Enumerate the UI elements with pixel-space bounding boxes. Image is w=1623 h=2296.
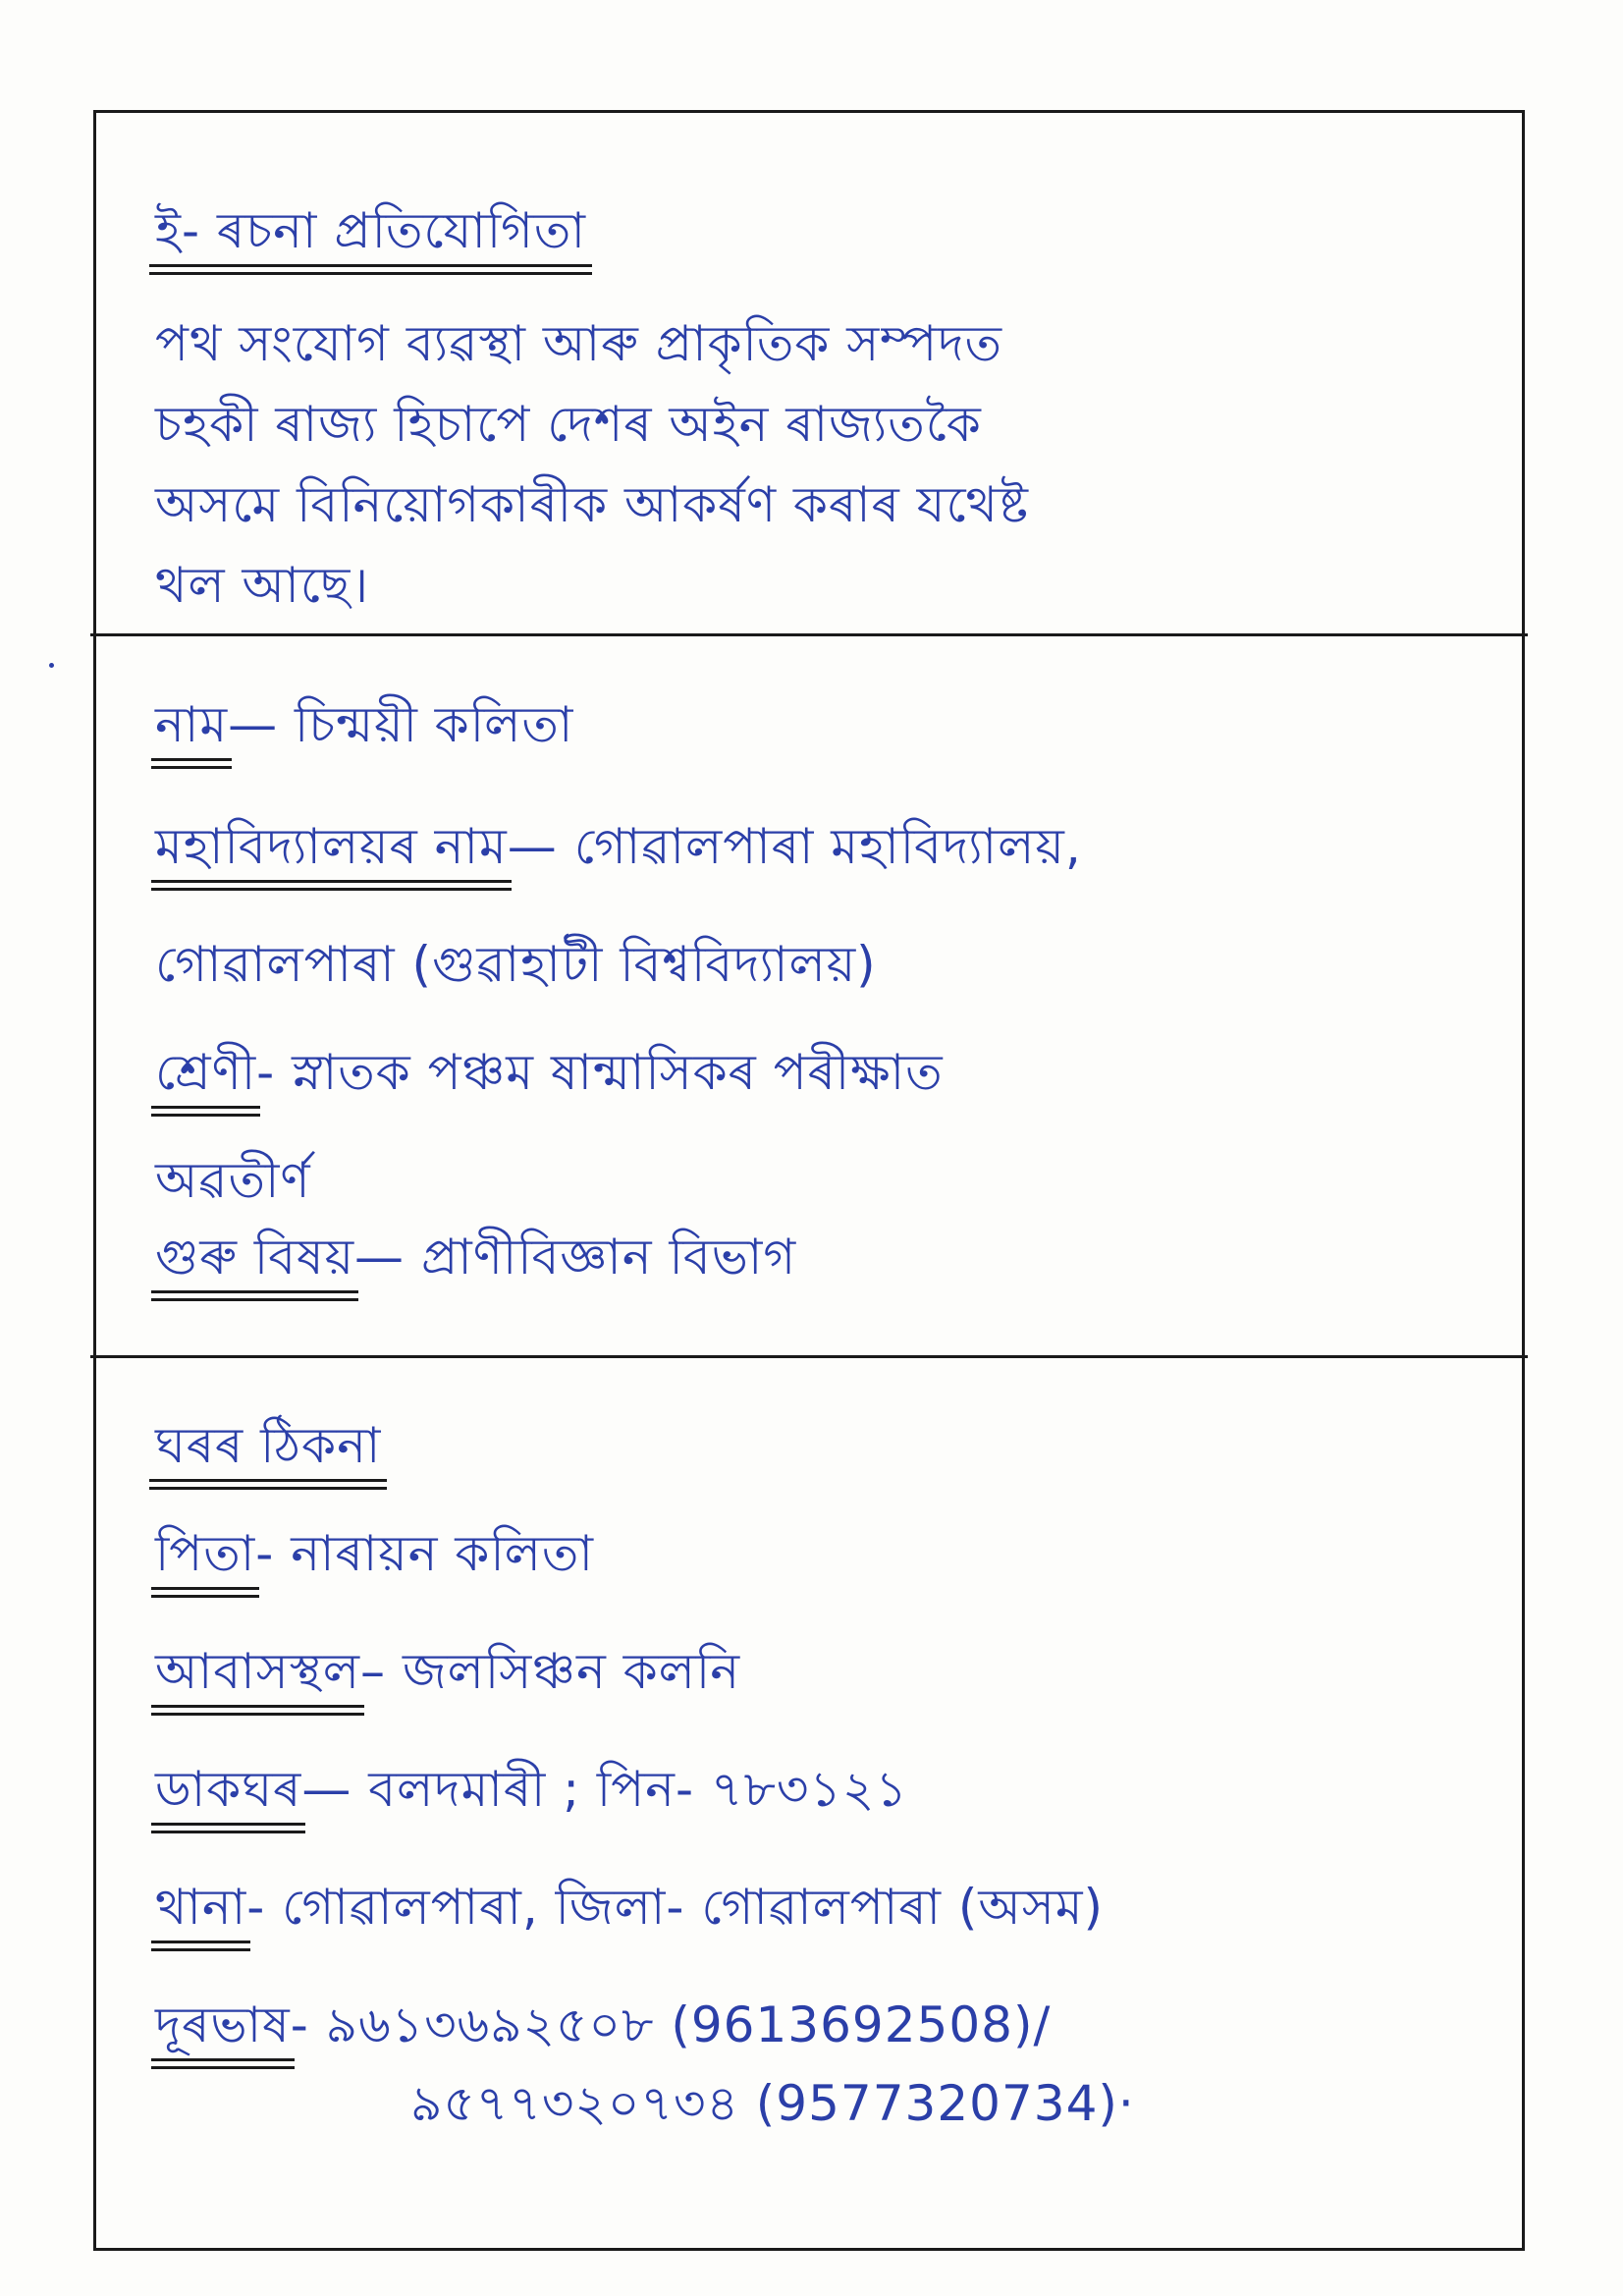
class-label: শ্ৰেণী bbox=[155, 1038, 256, 1107]
competition-title-line bbox=[155, 196, 1483, 265]
college-label: মহাবিদ্যালয়ৰ নাম bbox=[155, 812, 508, 881]
document-frame bbox=[93, 110, 1525, 2251]
section-divider-2 bbox=[90, 1355, 1528, 1358]
subject-line bbox=[155, 1223, 1483, 1291]
student-name-line bbox=[155, 690, 1483, 759]
competition-title: ই- ৰচনা প্ৰতিযোগিতা bbox=[155, 196, 586, 265]
subject-label: গুৰু বিষয় bbox=[155, 1223, 354, 1291]
residence-line bbox=[155, 1637, 1483, 1706]
section-divider-1 bbox=[90, 633, 1528, 636]
residence-value: – জলসিঞ্চন কলনি bbox=[360, 1643, 741, 1700]
college-line bbox=[155, 812, 1483, 881]
college-line-2: গোৱালপাৰা (গুৱাহাটী বিশ্ববিদ্যালয়) bbox=[155, 936, 877, 993]
phone-line-2: ৯৫৭৭৩২০৭৩৪ (9577320734)· bbox=[410, 2075, 1135, 2132]
class-value: - স্নাতক পঞ্চম ষান্মাসিকৰ পৰীক্ষাত bbox=[256, 1044, 944, 1101]
phone-label: দূৰভাষ bbox=[155, 1991, 291, 2059]
competition-text-line-4: থল আছে। bbox=[155, 557, 370, 614]
ink-dot bbox=[49, 663, 54, 668]
address-title-line bbox=[155, 1411, 1483, 1480]
postoffice-label: ডাকঘৰ bbox=[155, 1755, 301, 1824]
address-title: ঘৰৰ ঠিকনা bbox=[155, 1411, 381, 1480]
class-line-2: অৱতীৰ্ণ bbox=[155, 1152, 311, 1209]
competition-text-line-3: অসমে বিনিয়োগকাৰীক আকৰ্ষণ কৰাৰ যথেষ্ট bbox=[155, 476, 1029, 533]
class-line bbox=[155, 1038, 1483, 1107]
father-value: - নাৰায়ন কলিতা bbox=[255, 1525, 594, 1582]
police-value: - গোৱালপাৰা, জিলা- গোৱালপাৰা (অসম) bbox=[246, 1879, 1105, 1936]
postoffice-value: — বলদমাৰী ; পিন- ৭৮৩১২১ bbox=[301, 1761, 908, 1818]
competition-text-line-1: পথ সংযোগ ব্যৱস্থা আৰু প্ৰাকৃতিক সম্পদত bbox=[155, 315, 1003, 372]
subject-value: — প্ৰাণীবিজ্ঞান বিভাগ bbox=[354, 1229, 797, 1285]
police-line bbox=[155, 1873, 1483, 1941]
competition-text-line-2: চহকী ৰাজ্য হিচাপে দেশৰ অইন ৰাজ্যতকৈ bbox=[155, 396, 982, 453]
phone-line bbox=[155, 1991, 1483, 2059]
father-line bbox=[155, 1519, 1483, 1588]
phone-value: - ৯৬১৩৬৯২৫০৮ (9613692508)/ bbox=[290, 1996, 1052, 2053]
police-label: থানা bbox=[155, 1873, 246, 1941]
postoffice-line bbox=[155, 1755, 1483, 1824]
student-name-label: নাম bbox=[155, 690, 228, 759]
residence-label: আবাসস্থল bbox=[155, 1637, 360, 1706]
college-value: — গোৱালপাৰা মহাবিদ্যালয়, bbox=[507, 818, 1082, 875]
father-label: পিতা bbox=[155, 1519, 255, 1588]
student-name-value: — চিন্ময়ী কলিতা bbox=[228, 696, 574, 753]
